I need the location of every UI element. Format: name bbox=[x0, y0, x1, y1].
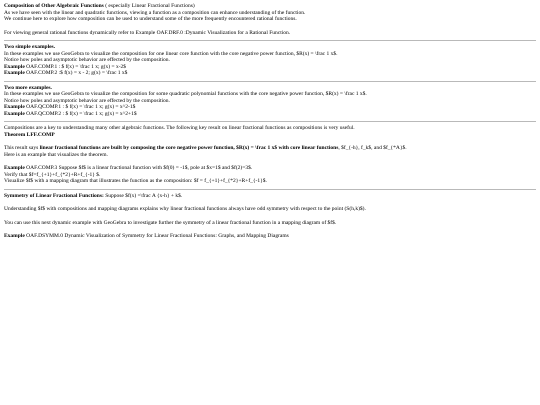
example-text: OAF.QCOMP.1 : $ f(x) = \frac 1 x; g(x) = x^2-1$ bbox=[24, 104, 136, 110]
theorem-example-line-3: Visualize $f$ with a mapping diagram that illustrates the function as the composition: $f = f_{+1}+f_{*2}+R+f_{-1}$. bbox=[4, 178, 267, 184]
intro-title-rest: ( especially Linear Fractional Functions) bbox=[103, 3, 195, 9]
divider bbox=[4, 40, 536, 41]
symmetry-example-link[interactable] bbox=[4, 233, 536, 240]
example-label: Example bbox=[4, 165, 25, 171]
intro-paragraph-2: We continue here to explore how composition can be used to understand some of the more frequently encountered rational functions. bbox=[4, 16, 297, 22]
divider bbox=[4, 81, 536, 82]
more-heading: Two more examples. bbox=[4, 84, 52, 91]
more-paragraph-1: In these examples we use GeoGebra to visualize the composition for some quadratic polynomial functions with the core negative power function, $R(x) = \frac 1 x$. bbox=[4, 91, 367, 97]
example-text: OAF.COMP.2 :$ f(x) = x - 2; g(x) = \frac 1 x$ bbox=[24, 70, 128, 76]
theorem-intro: Compositions are a key to understanding many other algebraic functions. The following key result on linear fractional functions as compositions is very useful. bbox=[4, 125, 355, 131]
theorem-statement-line-2: Here is an example that visualizes the theorem. bbox=[4, 151, 108, 158]
symmetry-paragraph-1: Understanding $f$ with compositions and mapping diagrams explains why linear fractional functions always have odd symmetry with respect to the point (S(h,k)$). bbox=[4, 206, 366, 212]
intro-paragraph-1: As we have seen with the linear and quadratic functions, viewing a function as a composition can enhance understanding of the function. bbox=[4, 9, 306, 16]
example-label: Example bbox=[4, 233, 25, 239]
example-label: Example bbox=[4, 104, 25, 110]
intro-paragraph-3: For viewing general rational functions dynamically refer to Example OAF.DRF.0 :Dynamic Visualization for a Rational Function. bbox=[4, 29, 291, 36]
example-text: OAF.DSYMM.0 Dynamic Visualization of Symmetry for Linear Fractional Functions: Graphs, and Mapping Diagrams bbox=[24, 233, 289, 239]
divider bbox=[4, 121, 536, 122]
simple-paragraph-2: Notice how poles and asymptotic behavior are effected by the composition. bbox=[4, 57, 170, 63]
simple-paragraph-1: In these examples we use GeoGebra to visualize the composition for one linear core function with the core negative power function, $R(x) = \frac 1 x$. bbox=[4, 50, 338, 57]
symmetry-paragraph-2: You can use this next dynamic example with GeoGebra to investigate further the symmetry of a linear fractional function in a mapping diagram of $f$. bbox=[4, 219, 337, 226]
simple-heading: Two simple examples. bbox=[4, 44, 56, 50]
example-text: OAF.QCOMP.2 : $ f(x) = \frac 1 x; g(x) = x^2+1$ bbox=[24, 110, 137, 117]
symmetry-heading-rest: Suppose $f(x) =\frac A {x-h} + k$. bbox=[103, 192, 183, 199]
divider bbox=[4, 189, 536, 190]
theorem-example-line-2: Verify that $f=f_{+1}+f_{*2}+R+f_{-1} $. bbox=[4, 171, 101, 178]
example-label: Example bbox=[4, 63, 25, 70]
theorem-statement-pre: This result says bbox=[4, 145, 40, 151]
theorem-heading[interactable]: Theorem LFF.COMP bbox=[4, 131, 55, 138]
intro-title: Composition of Other Algebraic Functions bbox=[4, 3, 104, 9]
theorem-statement-bold: linear fractional functions are built by composing the core negative power function, $R(x) = \frac 1 x$ with core linear functions bbox=[39, 145, 339, 151]
simple-example-2-link[interactable] bbox=[4, 70, 536, 77]
example-text: OAF.COMP.1 : $ f(x) = \frac 1 x; g(x) = x-2$ bbox=[24, 63, 127, 70]
example-text: OAF.COMP.3 Suppose $f$ is a linear fractional function with $f(0) = -1$, pole at $x=1$ and $f(2)=3$. bbox=[24, 165, 253, 171]
theorem-statement-post: , $f_{-h}, f_k$, and $f_{*A}$. bbox=[338, 145, 407, 151]
example-label: Example bbox=[4, 70, 25, 76]
example-label: Example bbox=[4, 110, 25, 117]
symmetry-heading: Symmetry of Linear Fractional Functions: bbox=[4, 192, 104, 199]
more-paragraph-2: Notice how poles and asymptotic behavior are effected by the composition. bbox=[4, 97, 170, 104]
more-example-2-link[interactable] bbox=[4, 111, 536, 118]
